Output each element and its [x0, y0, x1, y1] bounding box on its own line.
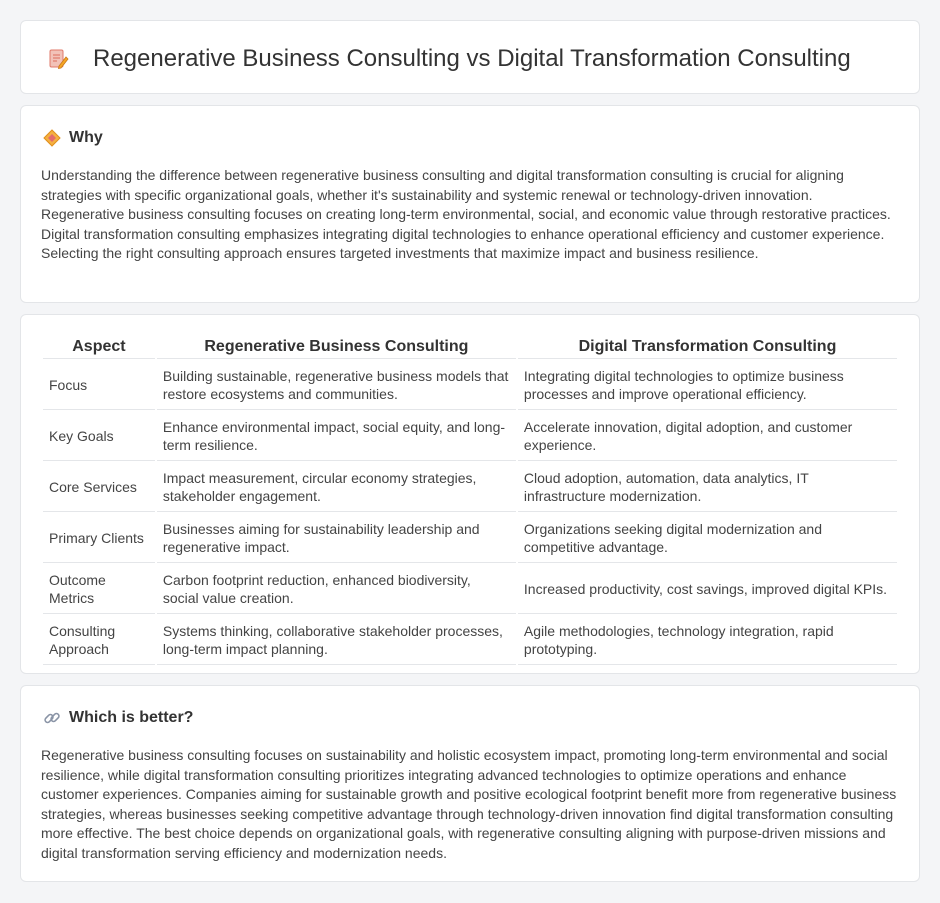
digital-cell: Organizations seeking digital modernization and competitive advantage.	[518, 512, 897, 563]
table-row	[43, 563, 897, 614]
aspect-cell: Focus	[43, 359, 155, 410]
regenerative-cell: Impact measurement, circular economy strategies, stakeholder engagement.	[157, 461, 516, 512]
edit-document-icon	[47, 48, 69, 70]
header-regenerative: Regenerative Business Consulting	[157, 336, 516, 359]
aspect-cell: Key Goals	[43, 410, 155, 461]
aspect-cell: Consulting Approach	[43, 614, 155, 665]
link-icon	[43, 709, 61, 727]
regenerative-cell: Systems thinking, collaborative stakeholder processes, long-term impact planning.	[157, 614, 516, 665]
comparison-table	[41, 336, 899, 665]
page-title: Regenerative Business Consulting vs Digital Transformation Consulting	[93, 45, 851, 72]
why-heading	[43, 128, 103, 148]
why-body: Understanding the difference between regenerative business consulting and digital transformation consulting is crucial for aligning strategies with specific organizational goals, whether it's sustainability and systemic renewal or technology-driven innovation. Regenerative business consulting focuses on creating long-term environmental, social, and economic value through restorative practices. Digital transformation consulting emphasizes integrating digital technologies to enhance operational efficiency and customer experience. Selecting the right consulting approach ensures targeted investments that maximize impact and business resilience.	[41, 167, 891, 261]
table-row	[43, 512, 897, 563]
why-title: Why	[69, 129, 103, 146]
why-section	[20, 105, 920, 303]
aspect-cell: Outcome Metrics	[43, 563, 155, 614]
better-body: Regenerative business consulting focuses on sustainability and holistic ecosystem impact, promoting long-term environmental and social resilience, while digital transformation consulting prioritizes integrating advanced technologies to optimize operations and enhance customer experiences. Companies aiming for sustainable growth and positive ecological footprint benefit more from regenerative business strategies, whereas businesses seeking competitive advantage through technology-driven innovation find digital transformation consulting more effective. The best choice depends on organizational goals, with regenerative consulting aligning with purpose-driven missions and digital transformation serving efficiency and modernization needs.	[41, 747, 897, 861]
header-digital: Digital Transformation Consulting	[518, 336, 897, 359]
aspect-cell: Primary Clients	[43, 512, 155, 563]
header-aspect: Aspect	[43, 336, 155, 359]
regenerative-cell: Enhance environmental impact, social equity, and long-term resilience.	[157, 410, 516, 461]
regenerative-cell: Businesses aiming for sustainability leadership and regenerative impact.	[157, 512, 516, 563]
header-card	[20, 20, 920, 94]
digital-cell: Cloud adoption, automation, data analytics, IT infrastructure modernization.	[518, 461, 897, 512]
table-header-row	[43, 336, 897, 359]
digital-cell: Increased productivity, cost savings, improved digital KPIs.	[518, 563, 897, 614]
regenerative-cell: Carbon footprint reduction, enhanced biodiversity, social value creation.	[157, 563, 516, 614]
digital-cell: Integrating digital technologies to optimize business processes and improve operational efficiency.	[518, 359, 897, 410]
regenerative-cell: Building sustainable, regenerative business models that restore ecosystems and communities.	[157, 359, 516, 410]
digital-cell: Accelerate innovation, digital adoption, and customer experience.	[518, 410, 897, 461]
digital-cell: Agile methodologies, technology integration, rapid prototyping.	[518, 614, 897, 665]
table-row	[43, 410, 897, 461]
better-heading	[43, 708, 193, 728]
table-row	[43, 359, 897, 410]
comparison-table-card	[20, 314, 920, 674]
aspect-cell: Core Services	[43, 461, 155, 512]
which-is-better-section	[20, 685, 920, 882]
diamond-icon	[43, 129, 61, 147]
table-row	[43, 614, 897, 665]
better-title: Which is better?	[69, 709, 194, 726]
table-row	[43, 461, 897, 512]
